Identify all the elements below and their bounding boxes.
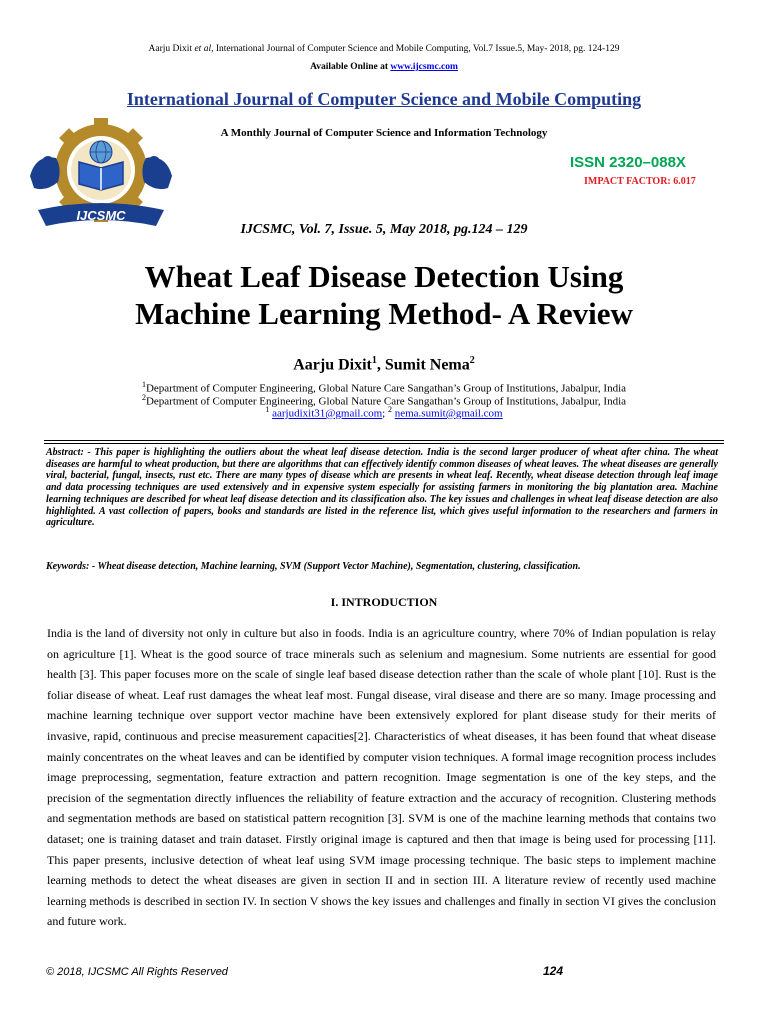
available-online xyxy=(0,62,768,72)
author-name: Sumit Nema xyxy=(384,356,470,374)
affiliation-superscript: 1 xyxy=(141,380,146,389)
journal-website-link[interactable]: www.ijcsmc.com xyxy=(390,62,458,72)
author-superscript: 1 xyxy=(371,355,377,366)
issue-line: IJCSMC, Vol. 7, Issue. 5, May 2018, pg.124 – 129 xyxy=(240,222,528,237)
journal-subtitle: A Monthly Journal of Computer Science and Information Technology xyxy=(220,127,548,139)
paper-title xyxy=(0,258,768,332)
introduction-paragraph: India is the land of diversity not only in culture but also in foods. India is an agriculture country, where 70% of Indian population is relay on agriculture [1]. Wheat is the good source of trace minerals such as selenium and magnesium. Some nutrients are essential for good health [3]. This paper focuses more on the scale of single leaf based disease detection rather than the scale of whole plant [10]. Rust is the foliar disease of wheat. Leaf rust damages the wheat leaf most. Fungal disease, viral disease and there are so many. Image processing and machine learning technique over support vector machine have been extensively explored for plant disease study for their merits of invasive, rapid, continuous and precise measurement capacities[2]. Characteristics of wheat diseases, it has been found that wheat disease mainly concentrates on the wheat leaves and can be identified by computer vision techniques. A formal image recognition process includes image preprocessing, segmentation, feature extraction and pattern recognition. Image segmentation is one of the key steps, and the precision of the segmentation directly influences the reliability of feature extraction and the accuracy of recognition. Clustering methods and segmentation methods are based on statistical pattern recognition [3]. SVM is one of the machine learning methods that contains two dataset; one is training dataset and train dataset. Firstly original image is captured and then that image is being used for processing [11]. This paper presents, inclusive detection of wheat leaf using SVM image processing technique. The basic steps to implement machine learning methods to detect the wheat diseases are given in section II and in section III. A literature review of recently used machine learning methods is described in section IV. In section V shows the key issues and challenges and finally in section VI gives the conclusion and future work. xyxy=(47,626,716,929)
author-separator: , xyxy=(376,356,385,374)
journal-title: International Journal of Computer Science and Mobile Computing xyxy=(126,89,642,109)
impact-factor: IMPACT FACTOR: 6.017 xyxy=(584,176,696,187)
author-name: Aarju Dixit xyxy=(293,356,372,374)
affiliation-text: Department of Computer Engineering, Global Nature Care Sangathan’s Group of Institutions, Jabalpur, India xyxy=(145,395,627,408)
author-emails xyxy=(0,405,768,420)
available-online-label: Available Online at xyxy=(310,62,391,72)
paper-title-line-1: Wheat Leaf Disease Detection Using xyxy=(144,259,624,294)
divider-rule xyxy=(44,440,724,441)
email-separator: ; xyxy=(382,407,388,420)
running-header-citation: , International Journal of Computer Science and Mobile Computing, Vol.7 Issue.5, May- 2018, pg. 124-129 xyxy=(211,44,620,54)
email-superscript: 2 xyxy=(387,405,392,414)
email-link-2[interactable]: nema.sumit@gmail.com xyxy=(394,407,503,420)
running-header xyxy=(0,44,768,54)
divider-rule xyxy=(44,443,724,444)
footer-copyright: © 2018, IJCSMC All Rights Reserved xyxy=(46,966,228,978)
email-superscript: 1 xyxy=(265,405,270,414)
email-link-1[interactable]: aarjudixit31@gmail.com xyxy=(272,407,383,420)
running-header-et-al: et al xyxy=(194,44,212,54)
abstract-paragraph: Abstract: - This paper is highlighting the outliers about the wheat leaf disease detection. India is the second larger producer of wheat after china. The wheat diseases are harmful to wheat production, but there are algorithms that can effectively identify common diseases of wheat leaves. The wheat diseases are generally viral, bacterial, fungal, insects, rust etc. There are many types of disease which are presents in wheat leaf. Recently, wheat disease detection through leaf image and data processing techniques are used extensively and in expensive system especially for assisting farmers in monitoring the big plantation area. Machine learning techniques are described for wheat leaf disease detection and its classification also. The key issues and challenges in wheat leaf disease detection are also highlighted. A vast collection of papers, books and standards are listed in the reference list, which gives useful information to the researchers and farmers in agriculture. xyxy=(46,447,718,529)
author-superscript: 2 xyxy=(469,355,475,366)
logo-text: IJCSMC xyxy=(76,208,126,223)
running-header-author: Aarju Dixit xyxy=(148,44,193,54)
affiliation-text: Department of Computer Engineering, Global Nature Care Sangathan’s Group of Institutions, Jabalpur, India xyxy=(145,382,627,395)
lion-right-icon xyxy=(142,156,172,189)
issn: ISSN 2320–088X xyxy=(570,154,686,171)
lion-left-icon xyxy=(30,156,60,189)
keywords-line: Keywords: - Wheat disease detection, Machine learning, SVM (Support Vector Machine), Segmentation, clustering, classification. xyxy=(46,561,581,572)
globe-icon xyxy=(90,141,112,163)
author-list xyxy=(0,355,768,374)
section-heading-introduction: I. INTRODUCTION xyxy=(330,595,438,609)
ijcsmc-logo xyxy=(22,118,180,236)
paper-title-line-2: Machine Learning Method- A Review xyxy=(135,296,633,331)
page-number: 124 xyxy=(543,964,564,978)
affiliation-superscript: 2 xyxy=(141,393,146,402)
